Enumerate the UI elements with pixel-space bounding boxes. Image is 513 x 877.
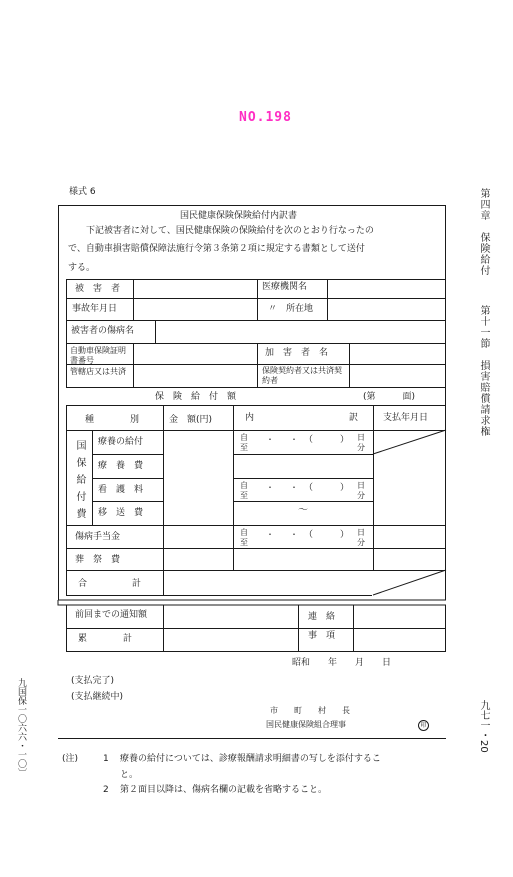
insurer-label: 保険契約者又は共済契約者 [262,366,342,385]
injury-label: 被害者の傷病名 [71,326,135,336]
to-3: 至 [240,538,248,547]
group-label: 国保給付費 [74,440,85,525]
address-label: 管轄店又は共済 [70,367,126,376]
cumulative-label: 累 計 [78,634,133,644]
item-sickness-allowance: 傷病手当金 [75,532,121,542]
note-2-text: 第２面目以降は、傷病名欄の記載を省略すること。 [120,785,328,795]
day-1: 日 [357,433,365,442]
from-2: 自 [240,481,248,490]
matters-label: 事 項 [308,631,336,641]
item-medical-cost: 療 養 費 [98,461,144,471]
chapter-heading: 第四章 保険給付 [478,188,489,276]
victim-label: 被 害 者 [75,284,121,294]
status-done: (支払完了) [71,676,115,686]
item-funeral: 葬 祭 費 [75,555,121,565]
col-amount-header: 金 額(円) [169,415,213,425]
dots-3: ・ ・ [266,530,298,539]
item-treatment: 療養の給付 [98,437,144,447]
day-2: 日 [357,481,365,490]
page-number: 九七一・20 [478,700,489,753]
document-number: NO.198 [239,110,292,125]
mayor-line: 市 町 村 長 [270,706,350,715]
section-heading: 第十一節 損害賠償請求権 [478,305,489,437]
union-line: 国民健康保険組合理事 [266,720,346,729]
total-label: 合 計 [78,579,142,589]
item-transport: 移 送 費 [98,508,144,518]
notes-label: (注) [62,754,79,764]
minute-3: 分 [357,538,365,547]
notice-label: 前回までの通知額 [75,610,148,620]
seal-mark: 印 [418,720,429,731]
col-detail-left: 内 [245,413,255,423]
day-3: 日 [357,528,365,537]
intro-line-3: する。 [68,263,96,273]
accident-date-label: 事故年月日 [72,304,118,314]
dots-1: ・ ・ [266,435,298,444]
page-number-box: (第 面) [363,392,416,402]
dots-2: ・ ・ [266,483,298,492]
col-detail-right: 訳 [349,413,359,423]
tilde: ～ [298,505,308,516]
note-1-text-cont: と。 [120,770,139,780]
institution-label: 医療機関名 [262,282,308,292]
policy-no-label: 自動車保険証明書番号 [70,346,126,365]
intro-line-2: で、自動車損害賠償保障法施行令第３条第２項に規定する書類として送付 [68,244,365,254]
intro-line-1: 下記被害者に対して、国民健康保険の保険給付を次のとおり行なったの [86,226,374,236]
paren-2: （ ） [304,483,350,493]
note-1-text: 療養の給付については、診療報酬請求明細書の写しを添付するこ [120,754,381,764]
contact-label: 連 絡 [308,612,336,622]
item-nursing: 看 護 料 [98,485,144,495]
paren-3: （ ） [304,530,350,540]
paren-1: （ ） [304,435,350,445]
form-label: 様式 6 [69,187,96,197]
col-type-header: 種 別 [85,415,140,425]
from-3: 自 [240,528,248,537]
location-label: 〃 所在地 [268,304,314,314]
note-1-number: 1 [103,754,109,764]
section-header: 保 険 給 付 額 [155,392,237,402]
from-1: 自 [240,433,248,442]
perpetrator-label: 加 害 者 名 [265,348,329,358]
to-1: 至 [240,443,248,452]
minute-1: 分 [357,443,365,452]
status-ongoing: (支払継続中) [71,692,124,702]
col-paydate-header: 支払年月日 [383,413,429,423]
left-margin-ref: 九国保一〇六六・一〇〕 [16,678,26,777]
to-2: 至 [240,491,248,500]
date-line: 昭和 年 月 日 [292,658,392,668]
note-2-number: 2 [103,785,109,795]
form-title: 国民健康保険保険給付内訳書 [180,211,298,221]
minute-2: 分 [357,491,365,500]
